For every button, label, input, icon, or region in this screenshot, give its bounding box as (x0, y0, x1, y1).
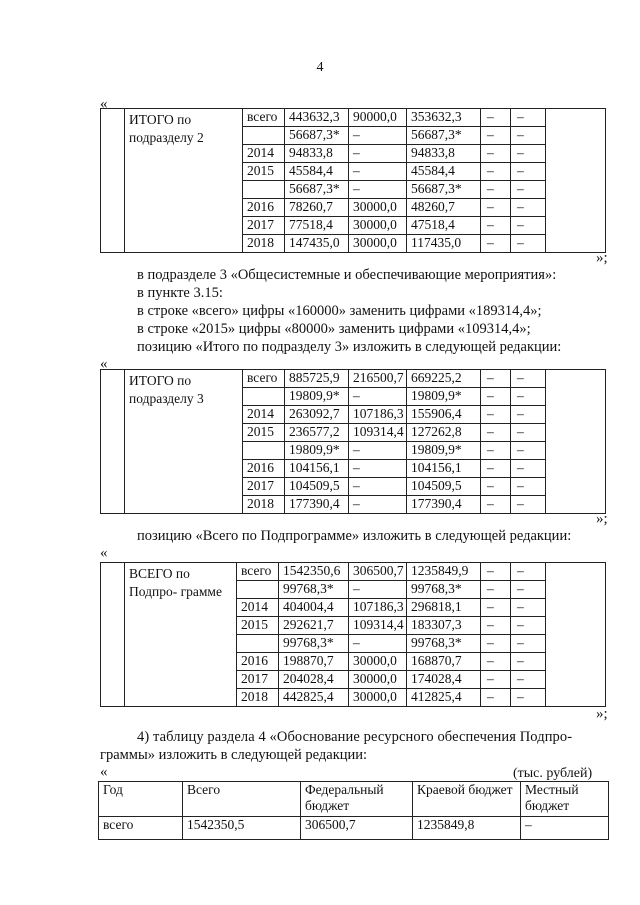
value-cell: – (481, 581, 511, 599)
value-cell: – (481, 478, 511, 496)
open-quote: « (100, 356, 108, 372)
value-cell: – (349, 145, 407, 163)
page-number: 4 (316, 60, 324, 75)
year-cell: 2016 (237, 653, 279, 671)
value-cell: 19809,9* (285, 388, 349, 406)
year-cell (243, 181, 285, 199)
value-cell: – (511, 617, 546, 635)
value-cell: – (481, 442, 511, 460)
value-cell: 19809,9* (407, 388, 481, 406)
value-cell: 109314,4 (349, 424, 407, 442)
year-cell: 2018 (243, 235, 285, 253)
value-cell: 30000,0 (349, 653, 407, 671)
value-cell: – (481, 406, 511, 424)
value-cell: – (511, 388, 546, 406)
value-cell: – (511, 181, 546, 199)
header-cell-local: Местный бюджет (521, 782, 609, 817)
value-cell: 77518,4 (285, 217, 349, 235)
value-cell: – (481, 653, 511, 671)
value-cell: – (511, 599, 546, 617)
paragraph-line: позицию «Всего по Подпрограмме» изложить в следующей редакции: (137, 528, 572, 544)
close-quote: »; (596, 511, 608, 527)
value-cell: – (481, 145, 511, 163)
year-cell: 2017 (243, 478, 285, 496)
value-cell: 94833,8 (285, 145, 349, 163)
value-cell: 216500,7 (349, 370, 407, 388)
value-cell: – (349, 388, 407, 406)
value-cell: – (511, 145, 546, 163)
header-cell-regional: Краевой бюджет (413, 782, 521, 817)
value-cell: 30000,0 (349, 235, 407, 253)
value-cell: 443632,3 (285, 109, 349, 127)
value-cell: – (481, 671, 511, 689)
paragraph-line: в подразделе 3 «Общесистемные и обеспечивающие мероприятия»: (137, 267, 557, 283)
close-quote: »; (596, 706, 608, 722)
value-cell: – (349, 181, 407, 199)
paragraph-line: позицию «Итого по подразделу 3» изложить в следующей редакции: (137, 339, 562, 355)
value-cell: 168870,7 (407, 653, 481, 671)
value-cell: – (481, 235, 511, 253)
value-cell: – (349, 581, 407, 599)
header-cell-total: Всего (183, 782, 301, 817)
value-cell: – (511, 563, 546, 581)
value-cell: 353632,3 (407, 109, 481, 127)
value-cell: 56687,3* (407, 127, 481, 145)
paragraph-line: 4) таблицу раздела 4 «Обоснование ресурсного обеспечения Подпро- (137, 729, 573, 745)
value-cell: – (481, 388, 511, 406)
value-cell: 177390,4 (407, 496, 481, 514)
table-vsego-po-podprogramme (100, 562, 606, 707)
value-cell: – (511, 671, 546, 689)
year-cell: 2018 (243, 496, 285, 514)
row-group-label: ВСЕГО по Подпро- грамме (125, 563, 237, 707)
value-cell: 404004,4 (279, 599, 349, 617)
value-cell: – (511, 460, 546, 478)
table-cell: 306500,7 (301, 817, 413, 840)
value-cell: – (481, 127, 511, 145)
value-cell: 104156,1 (285, 460, 349, 478)
year-cell: всего (237, 563, 279, 581)
value-cell: – (511, 478, 546, 496)
value-cell: 47518,4 (407, 217, 481, 235)
year-cell: 2014 (237, 599, 279, 617)
blank-index-cell (101, 563, 125, 707)
open-quote: « (100, 764, 108, 780)
value-cell: – (511, 496, 546, 514)
year-cell (243, 388, 285, 406)
value-cell: 236577,2 (285, 424, 349, 442)
value-cell: 155906,4 (407, 406, 481, 424)
year-cell: 2017 (237, 671, 279, 689)
value-cell: – (481, 635, 511, 653)
value-cell: – (511, 635, 546, 653)
units-label: (тыс. рублей) (513, 766, 593, 781)
value-cell: – (481, 563, 511, 581)
value-cell: 30000,0 (349, 199, 407, 217)
value-cell: 99768,3* (279, 635, 349, 653)
value-cell: 90000,0 (349, 109, 407, 127)
value-cell: 48260,7 (407, 199, 481, 217)
value-cell: – (511, 424, 546, 442)
value-cell: – (481, 599, 511, 617)
value-cell: 263092,7 (285, 406, 349, 424)
year-cell: 2015 (243, 424, 285, 442)
value-cell: 174028,4 (407, 671, 481, 689)
value-cell: 104156,1 (407, 460, 481, 478)
value-cell: – (481, 163, 511, 181)
open-quote: « (100, 545, 108, 561)
value-cell: 99768,3* (407, 635, 481, 653)
year-cell: 2014 (243, 145, 285, 163)
value-cell: – (481, 496, 511, 514)
table-cell: 1542350,5 (183, 817, 301, 840)
value-cell: – (481, 217, 511, 235)
value-cell: – (349, 635, 407, 653)
value-cell: 104509,5 (285, 478, 349, 496)
paragraph-line: в строке «2015» цифры «80000» заменить цифрами «109314,4»; (137, 321, 531, 337)
value-cell: 107186,3 (349, 406, 407, 424)
value-cell: – (481, 109, 511, 127)
value-cell: – (349, 127, 407, 145)
year-cell: всего (243, 109, 285, 127)
year-cell (243, 127, 285, 145)
blank-index-cell (101, 109, 125, 253)
open-quote: « (100, 96, 108, 112)
value-cell: 198870,7 (279, 653, 349, 671)
value-cell: 94833,8 (407, 145, 481, 163)
table-cell: всего (99, 817, 183, 840)
value-cell: 442825,4 (279, 689, 349, 707)
year-cell: всего (243, 370, 285, 388)
value-cell: – (481, 424, 511, 442)
value-cell: 147435,0 (285, 235, 349, 253)
value-cell: 1542350,6 (279, 563, 349, 581)
blank-index-cell (101, 370, 125, 514)
value-cell: – (511, 581, 546, 599)
value-cell: – (511, 127, 546, 145)
value-cell: 56687,3* (407, 181, 481, 199)
value-cell: – (481, 460, 511, 478)
table-header-row (99, 782, 609, 817)
value-cell: 1235849,9 (407, 563, 481, 581)
year-cell: 2015 (237, 617, 279, 635)
value-cell: – (511, 442, 546, 460)
value-cell: 412825,4 (407, 689, 481, 707)
value-cell: 30000,0 (349, 217, 407, 235)
table-cell: – (521, 817, 609, 840)
value-cell: 30000,0 (349, 689, 407, 707)
table-cell: 1235849,8 (413, 817, 521, 840)
table-itogo-podrazdel-3 (100, 369, 606, 514)
value-cell: – (349, 163, 407, 181)
value-cell: 296818,1 (407, 599, 481, 617)
value-cell: 99768,3* (279, 581, 349, 599)
year-cell: 2016 (243, 199, 285, 217)
value-cell: 104509,5 (407, 478, 481, 496)
value-cell: – (349, 478, 407, 496)
value-cell: – (511, 217, 546, 235)
value-cell: 127262,8 (407, 424, 481, 442)
value-cell: – (511, 689, 546, 707)
value-cell: 56687,3* (285, 127, 349, 145)
table-row (101, 370, 606, 388)
value-cell: – (511, 370, 546, 388)
value-cell: – (511, 163, 546, 181)
value-cell: – (481, 199, 511, 217)
value-cell: – (349, 496, 407, 514)
year-cell: 2015 (243, 163, 285, 181)
value-cell: – (481, 181, 511, 199)
header-cell-federal: Федеральный бюджет (301, 782, 413, 817)
value-cell: 45584,4 (407, 163, 481, 181)
blank-trailing-cell (546, 563, 606, 707)
year-cell: 2017 (243, 217, 285, 235)
value-cell: 19809,9* (407, 442, 481, 460)
paragraph-line: граммы» изложить в следующей редакции: (100, 747, 368, 763)
table-itogo-podrazdel-2 (100, 108, 606, 253)
year-cell (237, 635, 279, 653)
table-row (99, 817, 609, 840)
value-cell: 19809,9* (285, 442, 349, 460)
value-cell: 56687,3* (285, 181, 349, 199)
paragraph-line: в строке «всего» цифры «160000» заменить цифрами «189314,4»; (137, 303, 542, 319)
value-cell: – (481, 689, 511, 707)
value-cell: – (511, 109, 546, 127)
year-cell: 2018 (237, 689, 279, 707)
value-cell: 109314,4 (349, 617, 407, 635)
value-cell: 292621,7 (279, 617, 349, 635)
value-cell: – (511, 653, 546, 671)
value-cell: 99768,3* (407, 581, 481, 599)
table-resource-provision (98, 781, 609, 840)
value-cell: – (481, 617, 511, 635)
value-cell: – (511, 406, 546, 424)
value-cell: 885725,9 (285, 370, 349, 388)
value-cell: 669225,2 (407, 370, 481, 388)
value-cell: – (511, 235, 546, 253)
year-cell (243, 442, 285, 460)
value-cell: 183307,3 (407, 617, 481, 635)
value-cell: 204028,4 (279, 671, 349, 689)
table-row (101, 109, 606, 127)
year-cell (237, 581, 279, 599)
value-cell: 177390,4 (285, 496, 349, 514)
row-group-label: ИТОГО по подразделу 2 (125, 109, 243, 253)
row-group-label: ИТОГО по подразделу 3 (125, 370, 243, 514)
value-cell: 78260,7 (285, 199, 349, 217)
year-cell: 2014 (243, 406, 285, 424)
value-cell: 117435,0 (407, 235, 481, 253)
value-cell: – (511, 199, 546, 217)
value-cell: 107186,3 (349, 599, 407, 617)
table-row (101, 563, 606, 581)
blank-trailing-cell (546, 109, 606, 253)
value-cell: 45584,4 (285, 163, 349, 181)
year-cell: 2016 (243, 460, 285, 478)
close-quote: »; (596, 250, 608, 266)
value-cell: – (349, 460, 407, 478)
paragraph-line: в пункте 3.15: (137, 285, 223, 301)
header-cell-year: Год (99, 782, 183, 817)
blank-trailing-cell (546, 370, 606, 514)
value-cell: – (481, 370, 511, 388)
value-cell: 306500,7 (349, 563, 407, 581)
value-cell: – (349, 442, 407, 460)
value-cell: 30000,0 (349, 671, 407, 689)
